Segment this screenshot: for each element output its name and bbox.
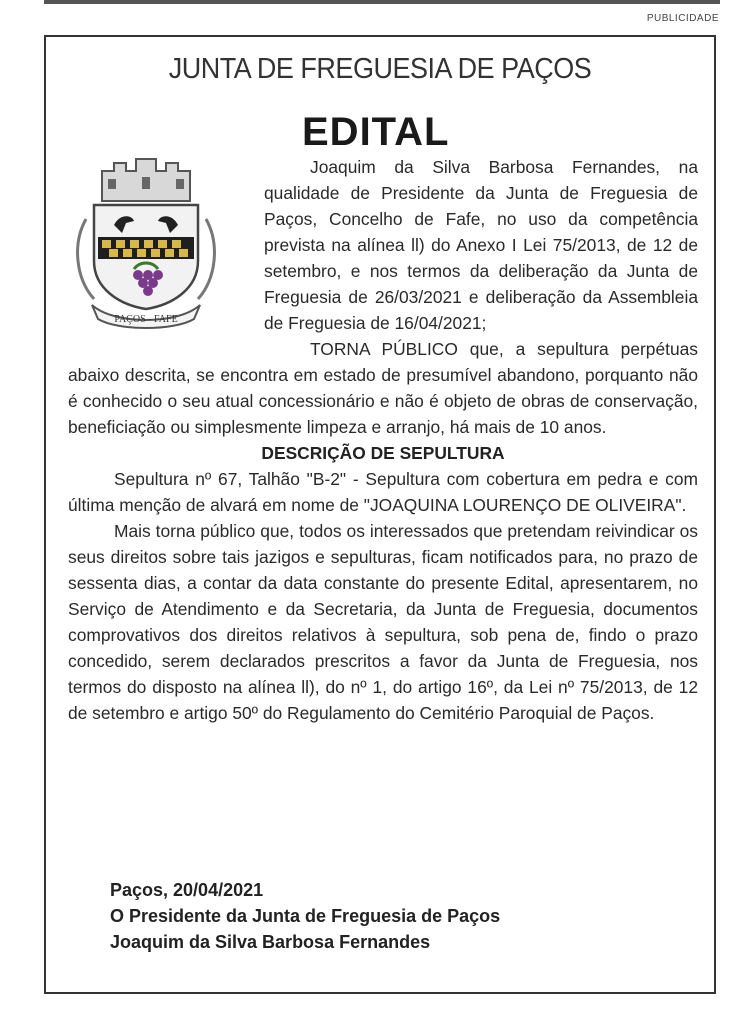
paragraph-description: Sepultura nº 67, Talhão "B-2" - Sepultura com cobertura em pedra e com última menção de alvará em nome de "JOAQUINA LOURENÇO DE OLIVEIRA". (68, 469, 698, 515)
section-heading: DESCRIÇÃO DE SEPULTURA (261, 443, 505, 463)
svg-text:PAÇOS - FAFE: PAÇOS - FAFE (114, 314, 178, 325)
notice-body (68, 154, 698, 726)
organization-title: JUNTA DE FREGUESIA DE PAÇOS (168, 53, 592, 85)
signature-place-date: Paços, 20/04/2021 (110, 880, 264, 900)
crest-spacer (68, 154, 264, 350)
notice-title: EDITAL (302, 110, 450, 154)
advertisement-label: PUBLICIDADE (646, 13, 719, 24)
top-rule (44, 0, 720, 4)
signature-name: Joaquim da Silva Barbosa Fernandes (110, 932, 431, 952)
paragraph-notification: Mais torna público que, todos os interessados que pretendam reivindicar os seus direitos sobre tais jazigos e sepulturas, ficam notificados para, no prazo de sessenta dias, a contar da data constante do presente Edital, apresentarem, no Serviço de Atendimento e da Secretaria, da Junta de Freguesia, documentos comprovativos dos direitos relativos à sepultura, sob pena de, findo o prazo concedido, serem declarados prescritos a favor da Junta de Freguesia, nos termos do disposto na alínea ll), do nº 1, do artigo 16º, da Lei nº 75/2013, de 12 de setembro e artigo 50º do Regulamento do Cemitério Paroquial de Paços. (68, 521, 698, 723)
paragraph-intro: Joaquim da Silva Barbosa Fernandes, na qualidade de Presidente da Junta de Freguesia de Paços, Concelho de Fafe, no uso da competência prevista na alínea ll) do Anexo I Lei 75/2013, de 12 de setembro, e nos termos da deliberação da Junta de Freguesia de 26/03/2021 e deliberação da Assembleia de Freguesia de 16/04/2021; (264, 157, 698, 333)
signature-role: O Presidente da Junta de Freguesia de Paços (110, 906, 501, 926)
paragraph-declaration: TORNA PÚBLICO que, a sepultura perpétuas abaixo descrita, se encontra em estado de presumível abandono, porquanto não é conhecido o seu atual concessionário e não é objeto de obras de conservação, beneficiação ou simplesmente limpeza e arranjo, há mais de 10 anos. (68, 339, 698, 437)
signature-block (110, 877, 500, 955)
notice-frame (44, 35, 716, 994)
